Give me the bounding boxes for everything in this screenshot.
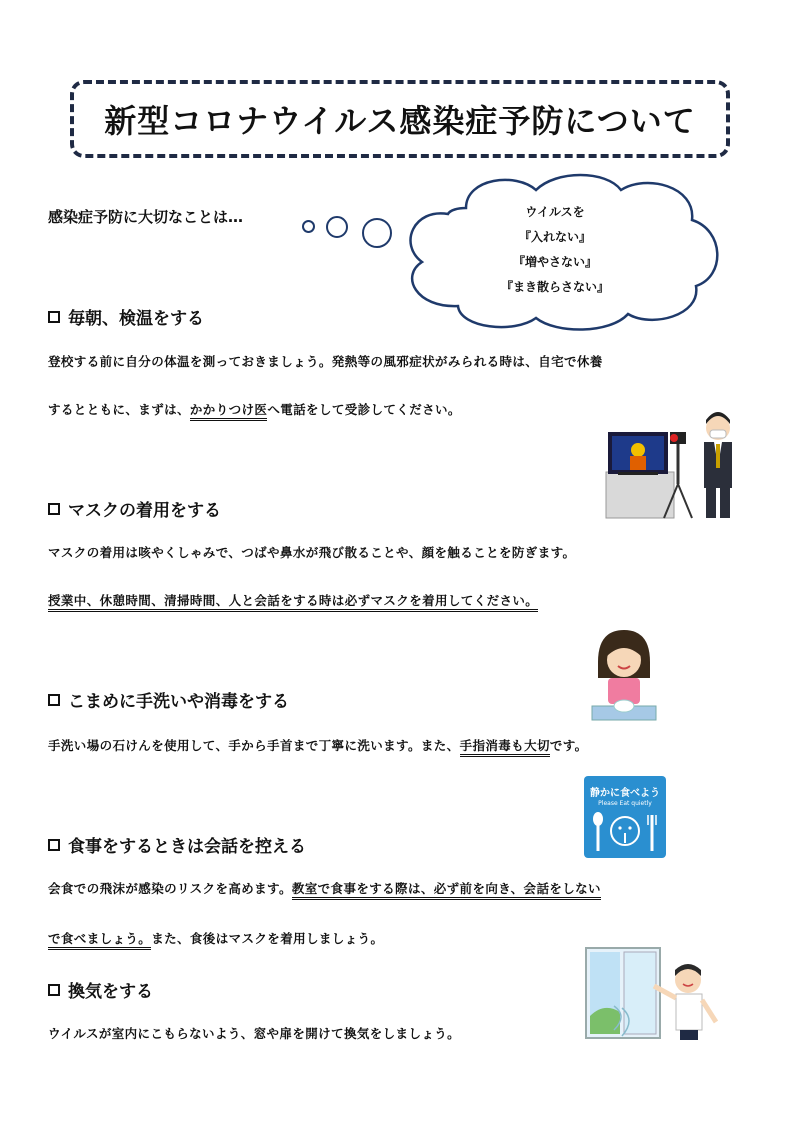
checkbox-icon bbox=[48, 839, 60, 851]
section-5-heading bbox=[48, 977, 153, 1002]
handwashing-illustration bbox=[588, 626, 660, 722]
thought-bubble-small bbox=[302, 220, 315, 233]
section-1-text-a: するとともに、まずは、 bbox=[48, 402, 190, 417]
section-5-title: 換気をする bbox=[68, 982, 153, 1002]
cloud-line-2: 『入れない』 bbox=[518, 230, 591, 244]
cloud-line-4: 『まき散らさない』 bbox=[500, 280, 609, 294]
sign-title: 静かに食べよう bbox=[590, 788, 660, 799]
checkbox-icon bbox=[48, 311, 60, 323]
checkbox-icon bbox=[48, 984, 60, 996]
section-1-title: 毎朝、検温をする bbox=[68, 309, 204, 329]
section-3-title: こまめに手洗いや消毒をする bbox=[68, 692, 289, 712]
page-title: 新型コロナウイルス感染症予防について bbox=[104, 102, 696, 140]
section-2-line-2 bbox=[48, 591, 748, 609]
section-2-underline: 授業中、休憩時間、清掃時間、人と会話をする時は必ずマスクを着用してください。 bbox=[48, 593, 538, 612]
thought-bubble-medium bbox=[326, 216, 348, 238]
checkbox-icon bbox=[48, 503, 60, 515]
thought-bubble-large bbox=[362, 218, 392, 248]
section-4-underline-2: で食べましょう。 bbox=[48, 931, 151, 950]
section-2-title: マスクの着用をする bbox=[68, 501, 221, 521]
section-1-text-b: へ電話をして受診してください。 bbox=[267, 402, 461, 417]
section-1-underline: かかりつけ医 bbox=[190, 402, 267, 421]
checkbox-icon bbox=[48, 694, 60, 706]
section-5-line-1: ウイルスが室内にこもらないよう、窓や扉を開けて換気をしましょう。 bbox=[48, 1026, 461, 1041]
section-3-text-a: 手洗い場の石けんを使用して、手から手首まで丁寧に洗います。また、 bbox=[48, 738, 460, 753]
section-4-text-b: また、食後はマスクを着用しましょう。 bbox=[151, 931, 384, 946]
eat-quietly-sign bbox=[584, 776, 666, 858]
section-3-heading bbox=[48, 687, 289, 712]
section-4-heading bbox=[48, 832, 306, 857]
section-4-text-a: 会食での飛沫が感染のリスクを高めます。 bbox=[48, 881, 292, 896]
thermal-camera-illustration bbox=[604, 404, 744, 526]
section-3-line-1 bbox=[48, 736, 748, 754]
section-2-heading bbox=[48, 496, 221, 521]
sign-subtitle: Please Eat quietly bbox=[598, 800, 652, 807]
section-4-line-1 bbox=[48, 879, 748, 897]
cloud-line-1: ウイルスを bbox=[525, 205, 585, 219]
intro-text: 感染症予防に大切なことは… bbox=[48, 208, 244, 226]
cloud-line-3: 『増やさない』 bbox=[512, 255, 597, 269]
section-4-line-2 bbox=[48, 929, 748, 947]
section-3-underline: 手指消毒も大切 bbox=[460, 738, 550, 757]
cloud-text bbox=[470, 200, 640, 300]
section-1-line-1: 登校する前に自分の体温を測っておきましょう。発熱等の風邪症状がみられる時は、自宅で休養 bbox=[48, 354, 603, 369]
ventilation-illustration bbox=[584, 946, 724, 1044]
section-3-text-b: です。 bbox=[549, 738, 588, 753]
section-4-title: 食事をするときは会話を控える bbox=[68, 837, 306, 857]
section-1-heading bbox=[48, 304, 204, 329]
section-4-underline-1: 教室で食事をする際は、必ず前を向き、会話をしない bbox=[292, 881, 601, 900]
quiet-face-icon bbox=[584, 807, 666, 857]
section-2-line-1: マスクの着用は咳やくしゃみで、つばや鼻水が飛び散ることや、顔を触ることを防ぎます。 bbox=[48, 545, 576, 560]
